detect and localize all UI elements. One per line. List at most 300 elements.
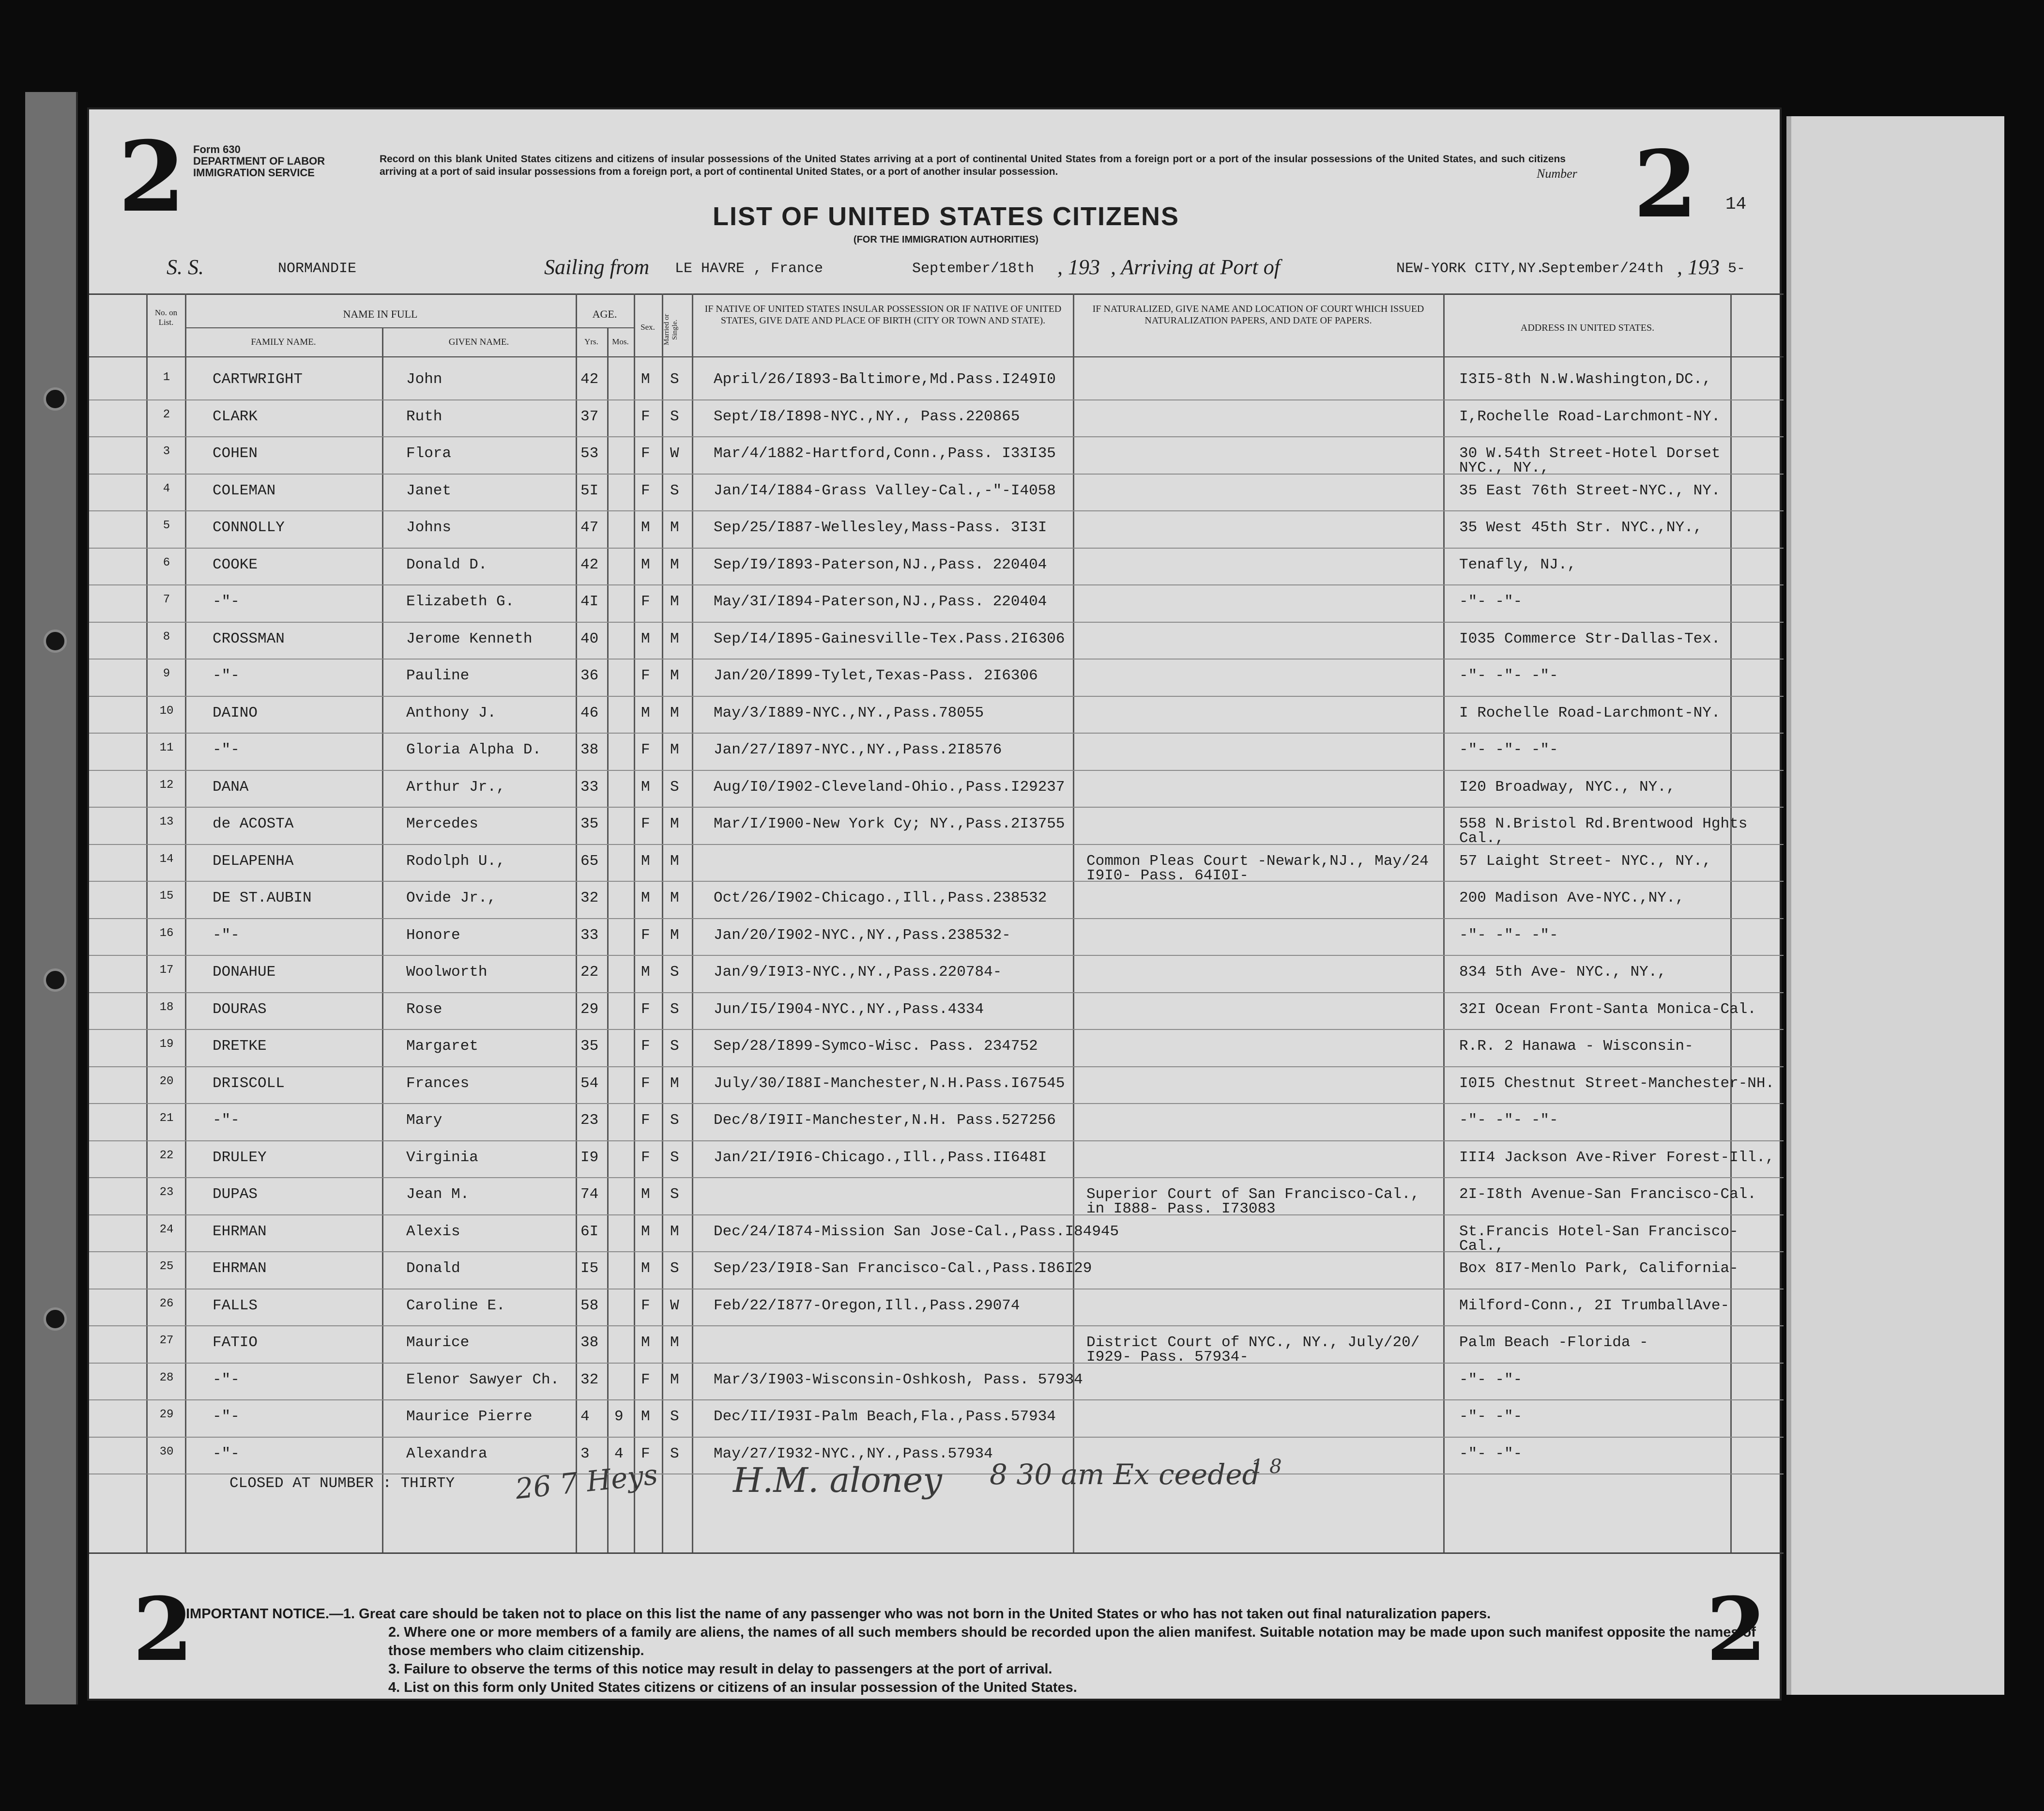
- birth-info: Jan/I4/I884-Grass Valley-Cal.,-"-I4058: [714, 482, 1056, 499]
- notice-item-4: 4. List on this form only United States citizens or citizens of an insular possession of the United States.: [388, 1680, 1077, 1695]
- birth-info: Sep/23/I9I8-San Francisco-Cal.,Pass.I86I29: [714, 1260, 1092, 1277]
- family-name: COHEN: [213, 445, 258, 462]
- naturalization-info-line2: in I888- Pass. I73083: [1086, 1200, 1276, 1217]
- family-name: DRETKE: [213, 1038, 267, 1055]
- row-divider: [89, 584, 1784, 585]
- address: -"- -"-: [1459, 1371, 1523, 1388]
- sex: M: [641, 519, 650, 536]
- birth-info: Aug/I0/I902-Cleveland-Ohio.,Pass.I29237: [714, 778, 1065, 796]
- row-number: 6: [163, 556, 170, 569]
- age-years: 4I: [580, 593, 599, 610]
- given-name: Rodolph U.,: [406, 852, 505, 870]
- row-number: 24: [159, 1223, 174, 1236]
- age-years: 3: [580, 1445, 590, 1462]
- header-married: Married or Single.: [663, 314, 679, 346]
- binder-hole: [44, 629, 67, 653]
- sex: M: [641, 630, 650, 647]
- sex: M: [641, 1223, 650, 1240]
- row-divider: [89, 844, 1784, 845]
- birth-info: May/27/I932-NYC.,NY.,Pass.57934: [714, 1445, 993, 1462]
- sex: M: [641, 1186, 650, 1203]
- family-name: DANA: [213, 778, 249, 796]
- family-name: CLARK: [213, 408, 258, 425]
- sex: F: [641, 815, 650, 832]
- port-from: LE HAVRE , France: [675, 261, 824, 277]
- birth-info: May/3/I889-NYC.,NY.,Pass.78055: [714, 704, 984, 721]
- marital-status: S: [670, 408, 679, 425]
- marital-status: M: [670, 815, 679, 832]
- row-number: 23: [159, 1186, 174, 1199]
- address: -"- -"-: [1459, 593, 1523, 610]
- address: Tenafly, NJ.,: [1459, 556, 1576, 573]
- age-years: 74: [580, 1186, 599, 1203]
- sailing-label: Sailing from: [544, 255, 650, 279]
- service-label: IMMIGRATION SERVICE: [193, 167, 315, 179]
- age-years: 42: [580, 371, 599, 388]
- adjacent-page: [1786, 116, 2004, 1695]
- given-name: Rose: [406, 1000, 442, 1018]
- age-years: 40: [580, 630, 599, 647]
- age-years: 32: [580, 1371, 599, 1388]
- naturalization-info: Superior Court of San Francisco-Cal.,: [1086, 1186, 1420, 1203]
- notice-item-3: 3. Failure to observe the terms of this notice may result in delay to passengers at the port of arrival.: [388, 1661, 1053, 1677]
- family-name: DAINO: [213, 704, 258, 721]
- sex: M: [641, 556, 650, 573]
- row-divider: [89, 807, 1784, 808]
- form-subtitle: (FOR THE IMMIGRATION AUTHORITIES): [853, 234, 1039, 245]
- family-name: DE ST.AUBIN: [213, 890, 312, 906]
- marital-status: S: [670, 1112, 679, 1129]
- marital-status: S: [670, 1149, 679, 1166]
- family-name: FALLS: [213, 1297, 258, 1314]
- marital-status: M: [670, 926, 679, 944]
- marital-status: M: [670, 1074, 679, 1092]
- age-years: 47: [580, 519, 599, 536]
- sex: F: [641, 1149, 650, 1166]
- row-divider: [89, 696, 1784, 697]
- birth-info: Dec/24/I874-Mission San Jose-Cal.,Pass.I84945: [714, 1223, 1119, 1240]
- family-name: de ACOSTA: [213, 815, 294, 832]
- binder-hole: [44, 1307, 67, 1331]
- marital-status: W: [670, 1297, 679, 1314]
- given-name: Ovide Jr.,: [406, 890, 497, 906]
- age-years: 33: [580, 778, 599, 796]
- row-divider: [89, 992, 1784, 993]
- address: 57 Laight Street- NYC., NY.,: [1459, 852, 1711, 870]
- age-years: 38: [580, 741, 599, 758]
- address: -"- -"-: [1459, 1408, 1523, 1425]
- age-years: I9: [580, 1149, 599, 1166]
- sex: F: [641, 1297, 650, 1314]
- given-name: Elizabeth G.: [406, 593, 515, 610]
- given-name: Honore: [406, 926, 460, 944]
- address: III4 Jackson Ave-River Forest-Ill.,: [1459, 1149, 1775, 1166]
- row-number: 17: [159, 964, 174, 977]
- given-name: Gloria Alpha D.: [406, 741, 542, 758]
- sex: M: [641, 1408, 650, 1425]
- row-divider: [89, 1437, 1784, 1438]
- family-name: -"-: [213, 1371, 240, 1388]
- header-yrs: Yrs.: [584, 337, 598, 346]
- sex: M: [641, 778, 650, 796]
- handwritten-note-left: 26 7 Heys: [514, 1458, 659, 1506]
- age-years: 42: [580, 556, 599, 573]
- row-divider: [89, 1103, 1784, 1104]
- row-divider: [89, 659, 1784, 660]
- row-number: 9: [163, 667, 170, 680]
- form-big-number-bottom-left: 2: [133, 1579, 194, 1681]
- row-divider: [89, 1214, 1784, 1215]
- row-divider: [89, 548, 1784, 549]
- birth-info: Sep/28/I899-Symco-Wisc. Pass. 234752: [714, 1038, 1038, 1055]
- row-number: 22: [159, 1149, 174, 1162]
- marital-status: M: [670, 852, 679, 870]
- handwritten-signature: H.M. aloney: [733, 1460, 942, 1500]
- marital-status: M: [670, 667, 679, 684]
- family-name: DONAHUE: [213, 964, 276, 981]
- age-years: 5I: [580, 482, 599, 499]
- address: R.R. 2 Hanawa - Wisconsin-: [1459, 1038, 1693, 1055]
- given-name: Ruth: [406, 408, 442, 425]
- row-number: 16: [159, 926, 174, 940]
- row-number: 13: [159, 815, 174, 829]
- row-number: 15: [159, 890, 174, 903]
- given-name: Caroline E.: [406, 1297, 505, 1314]
- address: 32I Ocean Front-Santa Monica-Cal.: [1459, 1000, 1756, 1018]
- row-number: 30: [159, 1445, 174, 1458]
- age-years: 58: [580, 1297, 599, 1314]
- given-name: Arthur Jr.,: [406, 778, 505, 796]
- ss-label: S. S.: [167, 255, 204, 279]
- row-number: 11: [159, 741, 174, 754]
- age-years: 22: [580, 964, 599, 981]
- age-years: I5: [580, 1260, 599, 1277]
- marital-status: M: [670, 593, 679, 610]
- birth-info: Jan/20/I902-NYC.,NY.,Pass.238532-: [714, 926, 1011, 944]
- address: I3I5-8th N.W.Washington,DC.,: [1459, 371, 1711, 388]
- sex: F: [641, 445, 650, 462]
- age-months: 4: [614, 1445, 624, 1462]
- sex: F: [641, 1445, 650, 1462]
- header-name-in-full: NAME IN FULL: [343, 308, 418, 320]
- birth-info: Feb/22/I877-Oregon,Ill.,Pass.29074: [714, 1297, 1020, 1314]
- age-years: 54: [580, 1074, 599, 1092]
- row-number: 5: [163, 519, 170, 532]
- age-years: 35: [580, 1038, 599, 1055]
- birth-info: July/30/I88I-Manchester,N.H.Pass.I67545: [714, 1074, 1065, 1092]
- address: -"- -"- -"-: [1459, 741, 1558, 758]
- address: 834 5th Ave- NYC., NY.,: [1459, 964, 1666, 981]
- row-number: 1: [163, 371, 170, 384]
- marital-status: W: [670, 445, 679, 462]
- marital-status: M: [670, 519, 679, 536]
- year-prefix-from: , 193: [1057, 255, 1100, 279]
- given-name: Alexandra: [406, 1445, 488, 1462]
- birth-info: Dec/II/I93I-Palm Beach,Fla.,Pass.57934: [714, 1408, 1056, 1425]
- birth-info: Dec/8/I9II-Manchester,N.H. Pass.527256: [714, 1112, 1056, 1129]
- marital-status: S: [670, 1038, 679, 1055]
- address: I Rochelle Road-Larchmont-NY.: [1459, 704, 1721, 721]
- age-years: 36: [580, 667, 599, 684]
- address: -"- -"- -"-: [1459, 1112, 1558, 1129]
- marital-status: S: [670, 482, 679, 499]
- binder-hole: [44, 387, 67, 411]
- family-name: -"-: [213, 1408, 240, 1425]
- row-divider: [89, 1363, 1784, 1364]
- department-label: DEPARTMENT OF LABOR: [193, 155, 325, 167]
- header-age: AGE.: [592, 308, 617, 320]
- address: I20 Broadway, NYC., NY.,: [1459, 778, 1676, 796]
- sex: F: [641, 1074, 650, 1092]
- marital-status: M: [670, 1334, 679, 1351]
- header-address: ADDRESS IN UNITED STATES.: [1520, 322, 1655, 333]
- row-number: 14: [159, 852, 174, 866]
- address: 2I-I8th Avenue-San Francisco-Cal.: [1459, 1186, 1756, 1203]
- given-name: Maurice Pierre: [406, 1408, 533, 1425]
- age-years: 38: [580, 1334, 599, 1351]
- row-number: 20: [159, 1074, 174, 1088]
- row-divider: [89, 622, 1784, 623]
- row-number: 12: [159, 778, 174, 792]
- binder-strip: [25, 92, 78, 1704]
- year-tail: 5-: [1728, 261, 1746, 277]
- birth-info: April/26/I893-Baltimore,Md.Pass.I249I0: [714, 371, 1056, 388]
- birth-info: Oct/26/I902-Chicago.,Ill.,Pass.238532: [714, 890, 1047, 906]
- birth-info: Jan/2I/I9I6-Chicago.,Ill.,Pass.II648I: [714, 1149, 1047, 1166]
- address: -"- -"-: [1459, 1445, 1523, 1462]
- birth-info: Mar/I/I900-New York Cy; NY.,Pass.2I3755: [714, 815, 1065, 832]
- sex: M: [641, 890, 650, 906]
- row-number: 29: [159, 1408, 174, 1421]
- row-divider: [89, 881, 1784, 882]
- closed-at-number: CLOSED AT NUMBER : THIRTY: [229, 1475, 455, 1492]
- age-years: 46: [580, 704, 599, 721]
- row-number: 8: [163, 630, 170, 644]
- row-number: 7: [163, 593, 170, 606]
- notice-item-1: Great care should be taken not to place on this list the name of any passenger who was not born in the United States or who has not taken out final naturalization papers.: [359, 1606, 1491, 1622]
- marital-status: M: [670, 630, 679, 647]
- family-name: CARTWRIGHT: [213, 371, 303, 388]
- address-line2: Cal.,: [1459, 1237, 1505, 1255]
- sex: M: [641, 371, 650, 388]
- birth-info: Jun/I5/I904-NYC.,NY.,Pass.4334: [714, 1000, 984, 1018]
- family-name: CONNOLLY: [213, 519, 285, 536]
- family-name: EHRMAN: [213, 1260, 267, 1277]
- family-name: -"-: [213, 926, 240, 944]
- sex: F: [641, 482, 650, 499]
- family-name: DELAPENHA: [213, 852, 294, 870]
- row-divider: [89, 1029, 1784, 1030]
- sex: M: [641, 964, 650, 981]
- year-prefix-to: , 193: [1677, 255, 1720, 279]
- family-name: DUPAS: [213, 1186, 258, 1203]
- given-name: Virginia: [406, 1149, 478, 1166]
- marital-status: M: [670, 741, 679, 758]
- row-number: 4: [163, 482, 170, 495]
- given-name: Woolworth: [406, 964, 488, 981]
- marital-status: M: [670, 890, 679, 906]
- address: St.Francis Hotel-San Francisco-: [1459, 1223, 1739, 1240]
- form-title: LIST OF UNITED STATES CITIZENS: [713, 202, 1179, 231]
- family-name: -"-: [213, 667, 240, 684]
- family-name: COOKE: [213, 556, 258, 573]
- given-name: Elenor Sawyer Ch.: [406, 1371, 560, 1388]
- given-name: Jean M.: [406, 1186, 470, 1203]
- address: Milford-Conn., 2I TrumballAve-: [1459, 1297, 1730, 1314]
- row-number: 2: [163, 408, 170, 421]
- port-to: NEW-YORK CITY,NY.: [1396, 261, 1545, 277]
- marital-status: S: [670, 964, 679, 981]
- notice-item-2: 2. Where one or more members of a family are aliens, the names of all such members should be recorded upon the alien manifest. Suitable notation may be made upon such manifest opposite the names of those members who claim citizenship.: [388, 1625, 1756, 1658]
- row-number: 28: [159, 1371, 174, 1384]
- birth-info: Mar/4/1882-Hartford,Conn.,Pass. I33I35: [714, 445, 1056, 462]
- birth-info: May/3I/I894-Paterson,NJ.,Pass. 220404: [714, 593, 1047, 610]
- row-number: 3: [163, 445, 170, 458]
- voyage-line: [167, 255, 1764, 284]
- handwritten-marks: 1 8: [1251, 1456, 1282, 1478]
- row-divider: [89, 1251, 1784, 1252]
- marital-status: M: [670, 704, 679, 721]
- number-label: Number: [1537, 167, 1577, 181]
- sex: F: [641, 1112, 650, 1129]
- birth-info: Jan/20/I899-Tylet,Texas-Pass. 2I6306: [714, 667, 1038, 684]
- form-big-number: 2: [118, 120, 186, 234]
- marital-status: M: [670, 556, 679, 573]
- birth-info: Sep/I4/I895-Gainesville-Tex.Pass.2I6306: [714, 630, 1065, 647]
- family-name: DRULEY: [213, 1149, 267, 1166]
- age-years: 6I: [580, 1223, 599, 1240]
- row-divider: [89, 1325, 1784, 1326]
- family-name: DRISCOLL: [213, 1074, 285, 1092]
- row-number: 19: [159, 1038, 174, 1051]
- naturalization-info-line2: I929- Pass. 57934-: [1086, 1349, 1249, 1366]
- header-birth: IF NATIVE OF UNITED STATES INSULAR POSSESSION OR IF NATIVE OF UNITED STATES, GIVE DATE AND PLACE OF BIRTH (CITY OR TOWN AND STATE).: [704, 304, 1062, 326]
- important-notice: [186, 1605, 1774, 1697]
- row-divider: [89, 436, 1784, 437]
- given-name: Frances: [406, 1074, 470, 1092]
- date-to: September/24th: [1541, 261, 1664, 277]
- sex: M: [641, 1260, 650, 1277]
- marital-status: M: [670, 1371, 679, 1388]
- sex: F: [641, 593, 650, 610]
- row-divider: [89, 1177, 1784, 1178]
- sex: F: [641, 1038, 650, 1055]
- given-name: Janet: [406, 482, 452, 499]
- family-name: -"-: [213, 741, 240, 758]
- marital-status: S: [670, 778, 679, 796]
- family-name: -"-: [213, 1445, 240, 1462]
- row-divider: [89, 1399, 1784, 1400]
- given-name: Mercedes: [406, 815, 478, 832]
- sex: F: [641, 667, 650, 684]
- given-name: Flora: [406, 445, 452, 462]
- birth-info: Mar/3/I903-Wisconsin-Oshkosh, Pass. 57934: [714, 1371, 1083, 1388]
- date-from: September/18th: [912, 261, 1035, 277]
- naturalization-info: Common Pleas Court -Newark,NJ., May/24: [1086, 852, 1429, 870]
- form-id: Form 630: [193, 143, 241, 155]
- ship-name: NORMANDIE: [278, 261, 357, 277]
- family-name: CROSSMAN: [213, 630, 285, 647]
- age-years: 35: [580, 815, 599, 832]
- given-name: Jerome Kenneth: [406, 630, 533, 647]
- row-divider: [89, 733, 1784, 734]
- sex: F: [641, 926, 650, 944]
- row-number: 21: [159, 1112, 174, 1125]
- row-divider: [89, 1066, 1784, 1067]
- age-years: 32: [580, 890, 599, 906]
- address: Box 8I7-Menlo Park, California-: [1459, 1260, 1739, 1277]
- age-years: 65: [580, 852, 599, 870]
- family-name: -"-: [213, 1112, 240, 1129]
- row-number: 18: [159, 1000, 174, 1014]
- given-name: Donald: [406, 1260, 460, 1277]
- family-name: -"-: [213, 593, 240, 610]
- marital-status: S: [670, 1408, 679, 1425]
- family-name: EHRMAN: [213, 1223, 267, 1240]
- address-line2: NYC., NY.,: [1459, 460, 1550, 476]
- address: 35 East 76th Street-NYC., NY.: [1459, 482, 1721, 499]
- row-number: 26: [159, 1297, 174, 1310]
- sex: M: [641, 1334, 650, 1351]
- birth-info: Jan/27/I897-NYC.,NY.,Pass.2I8576: [714, 741, 1002, 758]
- address: 558 N.Bristol Rd.Brentwood Hghts: [1459, 815, 1748, 832]
- sex: F: [641, 1371, 650, 1388]
- address: 30 W.54th Street-Hotel Dorset: [1459, 445, 1721, 462]
- family-name: FATIO: [213, 1334, 258, 1351]
- birth-info: Jan/9/I9I3-NYC.,NY.,Pass.220784-: [714, 964, 1002, 981]
- address-line2: Cal.,: [1459, 830, 1505, 847]
- address: -"- -"- -"-: [1459, 926, 1558, 944]
- form-big-number-bottom-right: 2: [1706, 1579, 1767, 1681]
- sex: F: [641, 408, 650, 425]
- address: 200 Madison Ave-NYC.,NY.,: [1459, 890, 1685, 906]
- marital-status: S: [670, 1260, 679, 1277]
- given-name: Anthony J.: [406, 704, 497, 721]
- marital-status: M: [670, 1223, 679, 1240]
- age-years: 29: [580, 1000, 599, 1018]
- address: 35 West 45th Str. NYC.,NY.,: [1459, 519, 1703, 536]
- address: I,Rochelle Road-Larchmont-NY.: [1459, 408, 1721, 425]
- marital-status: S: [670, 371, 679, 388]
- header-sex: Sex.: [641, 322, 655, 332]
- given-name: Maurice: [406, 1334, 470, 1351]
- header-naturalized: IF NATURALIZED, GIVE NAME AND LOCATION OF COURT WHICH ISSUED NATURALIZATION PAPERS, AND DATE OF PAPERS.: [1092, 304, 1424, 326]
- given-name: Donald D.: [406, 556, 488, 573]
- record-note: Record on this blank United States citizens and citizens of insular possessions of the United States arriving at a port of continental United States from a foreign port or a port of the insular possessions of the United States, and such citizens arriving at a port of said insular possessions from a foreign port, a port of continental United States, or a port of another insular possession.: [380, 153, 1566, 177]
- age-years: 23: [580, 1112, 599, 1129]
- binder-hole: [44, 968, 67, 992]
- family-name: COLEMAN: [213, 482, 276, 499]
- header-no: No. on List.: [154, 308, 178, 327]
- marital-status: S: [670, 1445, 679, 1462]
- age-years: 33: [580, 926, 599, 944]
- header-given-name: GIVEN NAME.: [448, 337, 509, 347]
- given-name: Pauline: [406, 667, 470, 684]
- birth-info: Sep/25/I887-Wellesley,Mass-Pass. 3I3I: [714, 519, 1047, 536]
- row-number: 25: [159, 1260, 174, 1273]
- row-number: 10: [159, 704, 174, 718]
- marital-status: S: [670, 1000, 679, 1018]
- row-number: 27: [159, 1334, 174, 1347]
- birth-info: Sept/I8/I898-NYC.,NY., Pass.220865: [714, 408, 1020, 425]
- sex: M: [641, 852, 650, 870]
- row-divider: [89, 399, 1784, 400]
- header-family-name: FAMILY NAME.: [251, 337, 316, 347]
- row-divider: [89, 955, 1784, 956]
- manifest-sheet: [87, 107, 1782, 1701]
- notice-heading: IMPORTANT NOTICE.—1.: [186, 1606, 355, 1622]
- address: I035 Commerce Str-Dallas-Tex.: [1459, 630, 1721, 647]
